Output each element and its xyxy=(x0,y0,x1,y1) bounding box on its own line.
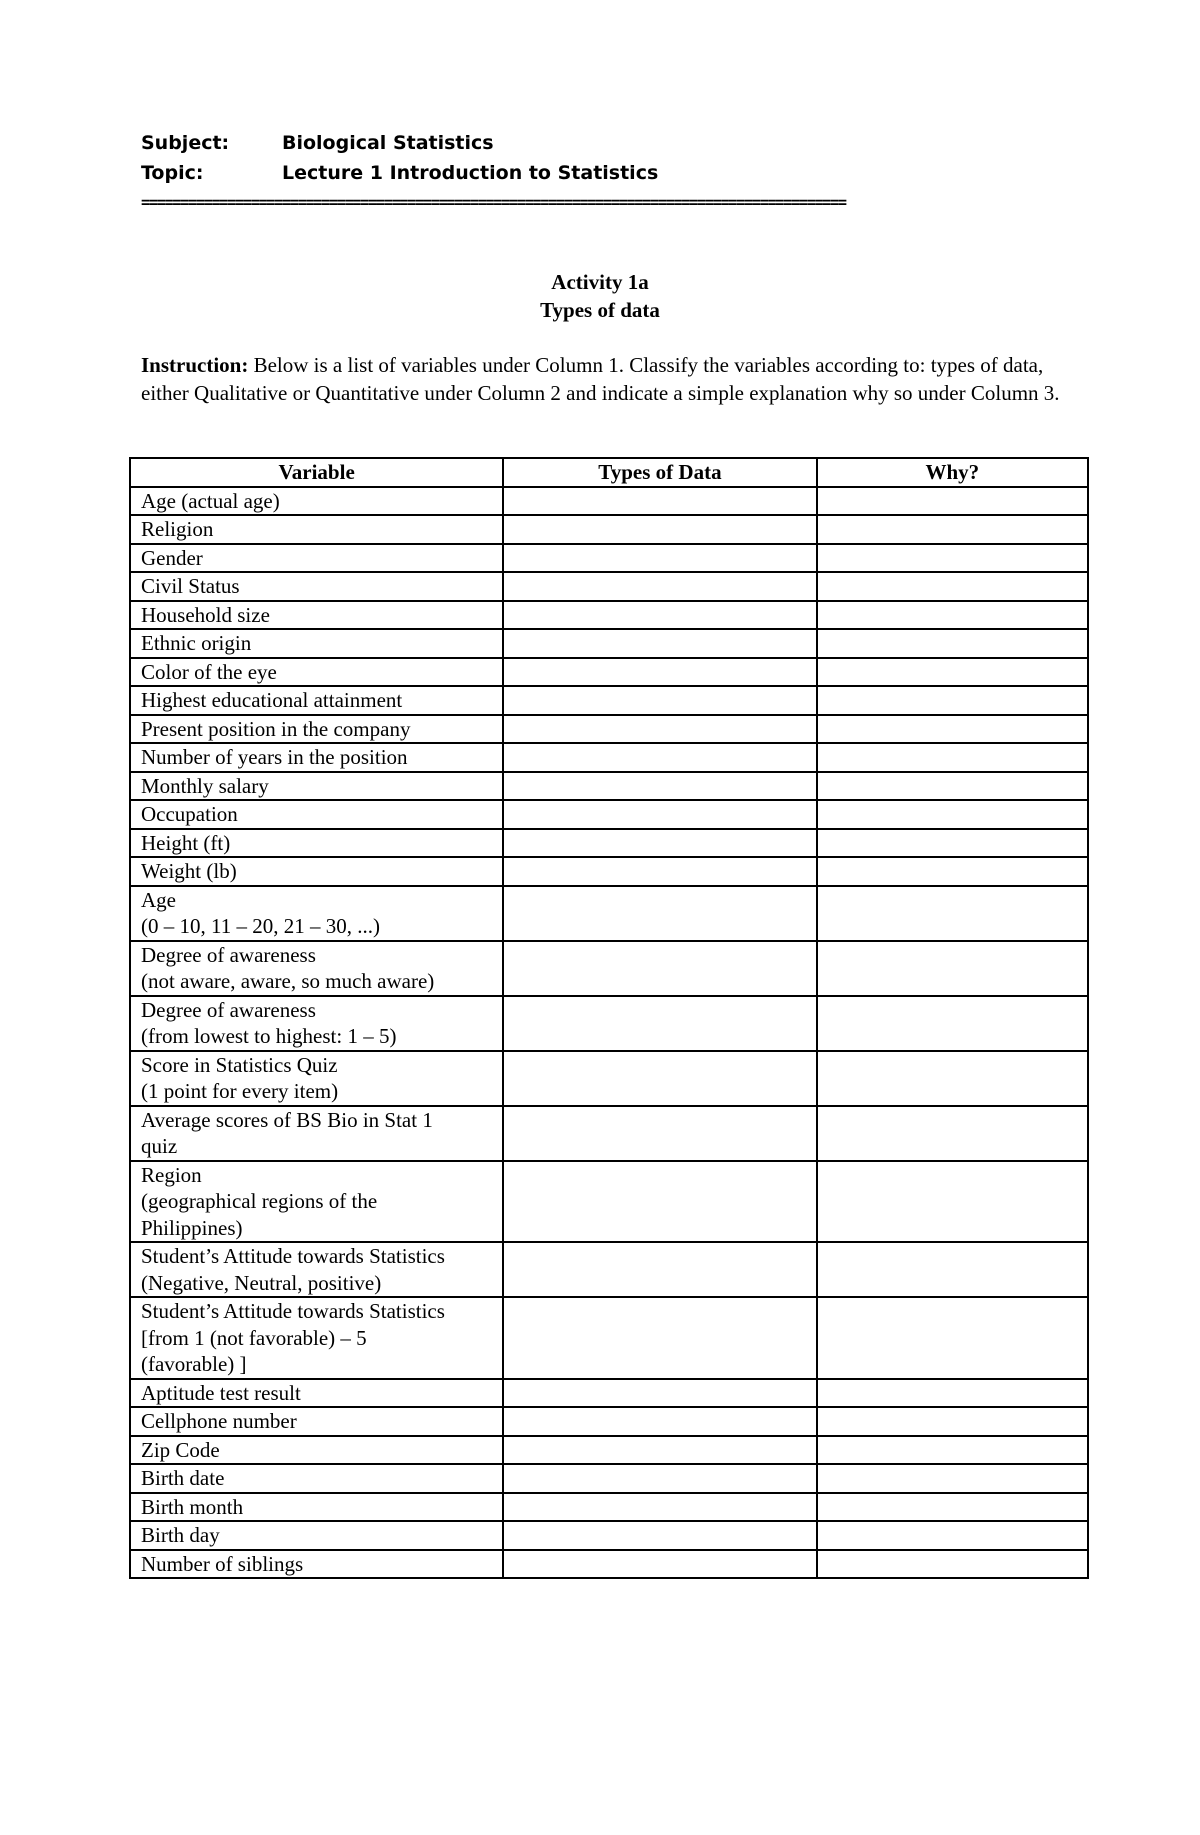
table-row xyxy=(130,886,1088,941)
why-cell[interactable] xyxy=(817,886,1088,941)
subject-label: Subject: xyxy=(141,132,230,154)
types-of-data-cell[interactable] xyxy=(503,601,816,630)
table-row xyxy=(130,1297,1088,1379)
types-of-data-cell[interactable] xyxy=(503,857,816,886)
variable-text: Degree of awareness xyxy=(141,997,316,1022)
variable-cell xyxy=(130,686,503,715)
table-row xyxy=(130,857,1088,886)
variable-text: Number of siblings xyxy=(141,1551,304,1576)
types-of-data-cell[interactable] xyxy=(503,800,816,829)
table-row xyxy=(130,1464,1088,1493)
variable-cell xyxy=(130,572,503,601)
types-of-data-cell[interactable] xyxy=(503,686,816,715)
instruction-label: Instruction: xyxy=(141,353,249,377)
why-cell[interactable] xyxy=(817,715,1088,744)
variable-text: Score in Statistics Quiz xyxy=(141,1052,338,1077)
types-of-data-cell[interactable] xyxy=(503,829,816,858)
variable-cell xyxy=(130,1493,503,1522)
topic-label: Topic: xyxy=(141,162,204,184)
subject-value: Biological Statistics xyxy=(282,132,494,154)
why-cell[interactable] xyxy=(817,1436,1088,1465)
document-header xyxy=(141,128,658,188)
variable-text: Student’s Attitude towards Statistics xyxy=(141,1244,445,1268)
why-cell[interactable] xyxy=(817,1297,1088,1379)
table-row xyxy=(130,996,1088,1051)
variable-text: Occupation xyxy=(141,802,238,826)
variable-cell xyxy=(130,743,503,772)
variable-cell xyxy=(130,1242,503,1297)
variable-cell xyxy=(130,629,503,658)
types-of-data-cell[interactable] xyxy=(503,1051,816,1106)
variable-text: Birth date xyxy=(141,1466,225,1490)
why-cell[interactable] xyxy=(817,544,1088,573)
variable-text: Color of the eye xyxy=(141,659,277,684)
variable-cell xyxy=(130,1161,503,1243)
variable-text: (0 – 10, 11 – 20, 21 – 30, ...) xyxy=(141,914,380,938)
why-cell[interactable] xyxy=(817,572,1088,601)
types-of-data-cell[interactable] xyxy=(503,743,816,772)
variable-cell xyxy=(130,829,503,858)
table-row xyxy=(130,1493,1088,1522)
variable-cell xyxy=(130,658,503,687)
variable-cell xyxy=(130,715,503,744)
variable-cell xyxy=(130,886,503,941)
variable-text: Highest educational attainment xyxy=(141,688,403,712)
table-body xyxy=(130,487,1088,1579)
why-cell[interactable] xyxy=(817,743,1088,772)
types-of-data-cell[interactable] xyxy=(503,886,816,941)
table-row xyxy=(130,1379,1088,1408)
table-header-row xyxy=(130,458,1088,487)
variable-cell xyxy=(130,772,503,801)
types-of-data-cell[interactable] xyxy=(503,1161,816,1243)
variable-cell xyxy=(130,1464,503,1493)
variable-cell xyxy=(130,1106,503,1161)
table-row xyxy=(130,1521,1088,1550)
why-cell[interactable] xyxy=(817,1379,1088,1408)
activity-subtitle: Types of data xyxy=(540,298,660,322)
types-of-data-cell[interactable] xyxy=(503,1521,816,1550)
types-of-data-cell[interactable] xyxy=(503,1407,816,1436)
variable-text: Student’s Attitude towards Statistics xyxy=(141,1299,445,1323)
variable-text: Ethnic origin xyxy=(141,631,252,655)
types-of-data-cell[interactable] xyxy=(503,629,816,658)
variable-text: quiz xyxy=(141,1134,178,1158)
why-cell[interactable] xyxy=(817,1464,1088,1493)
types-of-data-cell[interactable] xyxy=(503,1464,816,1493)
types-of-data-cell[interactable] xyxy=(503,1106,816,1161)
table-row xyxy=(130,743,1088,772)
variable-text: Birth month xyxy=(141,1494,244,1519)
types-of-data-cell[interactable] xyxy=(503,515,816,544)
activity-heading xyxy=(0,268,1200,324)
table-row xyxy=(130,544,1088,573)
header-variable: Variable xyxy=(130,458,503,487)
instruction-paragraph xyxy=(141,352,1061,407)
variable-text: (from lowest to highest: 1 – 5) xyxy=(141,1024,397,1048)
table-row xyxy=(130,941,1088,996)
table-row xyxy=(130,572,1088,601)
why-cell[interactable] xyxy=(817,658,1088,687)
variable-text: Cellphone number xyxy=(141,1409,297,1433)
types-of-data-cell[interactable] xyxy=(503,544,816,573)
variable-text: Height (ft) xyxy=(141,830,231,855)
variable-text: Civil Status xyxy=(141,574,240,598)
table-row xyxy=(130,715,1088,744)
types-of-data-cell[interactable] xyxy=(503,487,816,516)
table-row xyxy=(130,800,1088,829)
header-divider: ========================================================================================== xyxy=(141,193,846,211)
variable-text: (not aware, aware, so much aware) xyxy=(141,969,435,993)
variable-text: (favorable) ] xyxy=(141,1352,247,1376)
why-cell[interactable] xyxy=(817,1161,1088,1243)
table-row xyxy=(130,1407,1088,1436)
variables-table xyxy=(129,457,1089,1579)
topic-row xyxy=(141,158,658,188)
activity-title: Activity 1a xyxy=(551,270,649,294)
types-of-data-cell[interactable] xyxy=(503,658,816,687)
variable-cell xyxy=(130,1379,503,1408)
types-of-data-cell[interactable] xyxy=(503,1379,816,1408)
variable-cell xyxy=(130,544,503,573)
variable-text: Household size xyxy=(141,602,270,627)
variable-text: Birth day xyxy=(141,1523,220,1547)
variable-text: Average scores of BS Bio in Stat 1 xyxy=(141,1107,433,1132)
variable-cell xyxy=(130,1521,503,1550)
table-row xyxy=(130,658,1088,687)
why-cell[interactable] xyxy=(817,772,1088,801)
table-row xyxy=(130,1242,1088,1297)
variable-text: (geographical regions of the xyxy=(141,1189,378,1213)
types-of-data-cell[interactable] xyxy=(503,996,816,1051)
variable-text: [from 1 (not favorable) – 5 xyxy=(141,1325,367,1350)
instruction-text: Below is a list of variables under Column 1. Classify the variables according to: types of data, either Qualitative or Quantitative under Column 2 and indicate a simple explanation why so under Column 3. xyxy=(141,353,1060,405)
table-row xyxy=(130,629,1088,658)
why-cell[interactable] xyxy=(817,1407,1088,1436)
variable-cell xyxy=(130,1436,503,1465)
table-row xyxy=(130,686,1088,715)
variable-text: (Negative, Neutral, positive) xyxy=(141,1270,382,1295)
table-row xyxy=(130,1106,1088,1161)
table-row xyxy=(130,487,1088,516)
variable-cell xyxy=(130,941,503,996)
types-of-data-cell[interactable] xyxy=(503,1436,816,1465)
variable-cell xyxy=(130,800,503,829)
variable-cell xyxy=(130,996,503,1051)
why-cell[interactable] xyxy=(817,1550,1088,1579)
variable-text: Gender xyxy=(141,545,203,570)
why-cell[interactable] xyxy=(817,487,1088,516)
types-of-data-cell[interactable] xyxy=(503,772,816,801)
header-types-of-data: Types of Data xyxy=(503,458,816,487)
topic-value: Lecture 1 Introduction to Statistics xyxy=(282,162,659,184)
variable-text: Aptitude test result xyxy=(141,1380,301,1405)
table-row xyxy=(130,772,1088,801)
variable-text: Present position in the company xyxy=(141,716,411,741)
why-cell[interactable] xyxy=(817,686,1088,715)
why-cell[interactable] xyxy=(817,1242,1088,1297)
header-why: Why? xyxy=(817,458,1088,487)
variable-cell xyxy=(130,515,503,544)
table-row xyxy=(130,1161,1088,1243)
table-row xyxy=(130,515,1088,544)
variable-text: Region xyxy=(141,1162,202,1187)
why-cell[interactable] xyxy=(817,996,1088,1051)
variable-text: Religion xyxy=(141,517,214,541)
table-row xyxy=(130,601,1088,630)
variable-cell xyxy=(130,601,503,630)
variable-cell xyxy=(130,1550,503,1579)
why-cell[interactable] xyxy=(817,515,1088,544)
variable-cell xyxy=(130,1051,503,1106)
types-of-data-cell[interactable] xyxy=(503,1493,816,1522)
table-row xyxy=(130,1051,1088,1106)
why-cell[interactable] xyxy=(817,829,1088,858)
variable-text: Degree of awareness xyxy=(141,942,316,967)
why-cell[interactable] xyxy=(817,1106,1088,1161)
variable-text: Monthly salary xyxy=(141,773,269,798)
variable-cell xyxy=(130,857,503,886)
table-row xyxy=(130,829,1088,858)
why-cell[interactable] xyxy=(817,629,1088,658)
variable-text: Age (actual age) xyxy=(141,488,280,513)
why-cell[interactable] xyxy=(817,941,1088,996)
types-of-data-cell[interactable] xyxy=(503,572,816,601)
variable-text: Age xyxy=(141,887,176,912)
types-of-data-cell[interactable] xyxy=(503,1550,816,1579)
types-of-data-cell[interactable] xyxy=(503,941,816,996)
types-of-data-cell[interactable] xyxy=(503,1242,816,1297)
variable-text: Zip Code xyxy=(141,1437,220,1462)
variable-text: (1 point for every item) xyxy=(141,1079,339,1103)
why-cell[interactable] xyxy=(817,800,1088,829)
why-cell[interactable] xyxy=(817,1051,1088,1106)
variable-cell xyxy=(130,1407,503,1436)
why-cell[interactable] xyxy=(817,1521,1088,1550)
variable-text: Number of years in the position xyxy=(141,745,408,769)
variable-text: Philippines) xyxy=(141,1215,243,1240)
types-of-data-cell[interactable] xyxy=(503,715,816,744)
table-row xyxy=(130,1436,1088,1465)
variable-cell xyxy=(130,487,503,516)
why-cell[interactable] xyxy=(817,601,1088,630)
subject-row xyxy=(141,128,658,158)
types-of-data-cell[interactable] xyxy=(503,1297,816,1379)
variable-cell xyxy=(130,1297,503,1379)
why-cell[interactable] xyxy=(817,857,1088,886)
variable-text: Weight (lb) xyxy=(141,859,237,883)
table-row xyxy=(130,1550,1088,1579)
why-cell[interactable] xyxy=(817,1493,1088,1522)
